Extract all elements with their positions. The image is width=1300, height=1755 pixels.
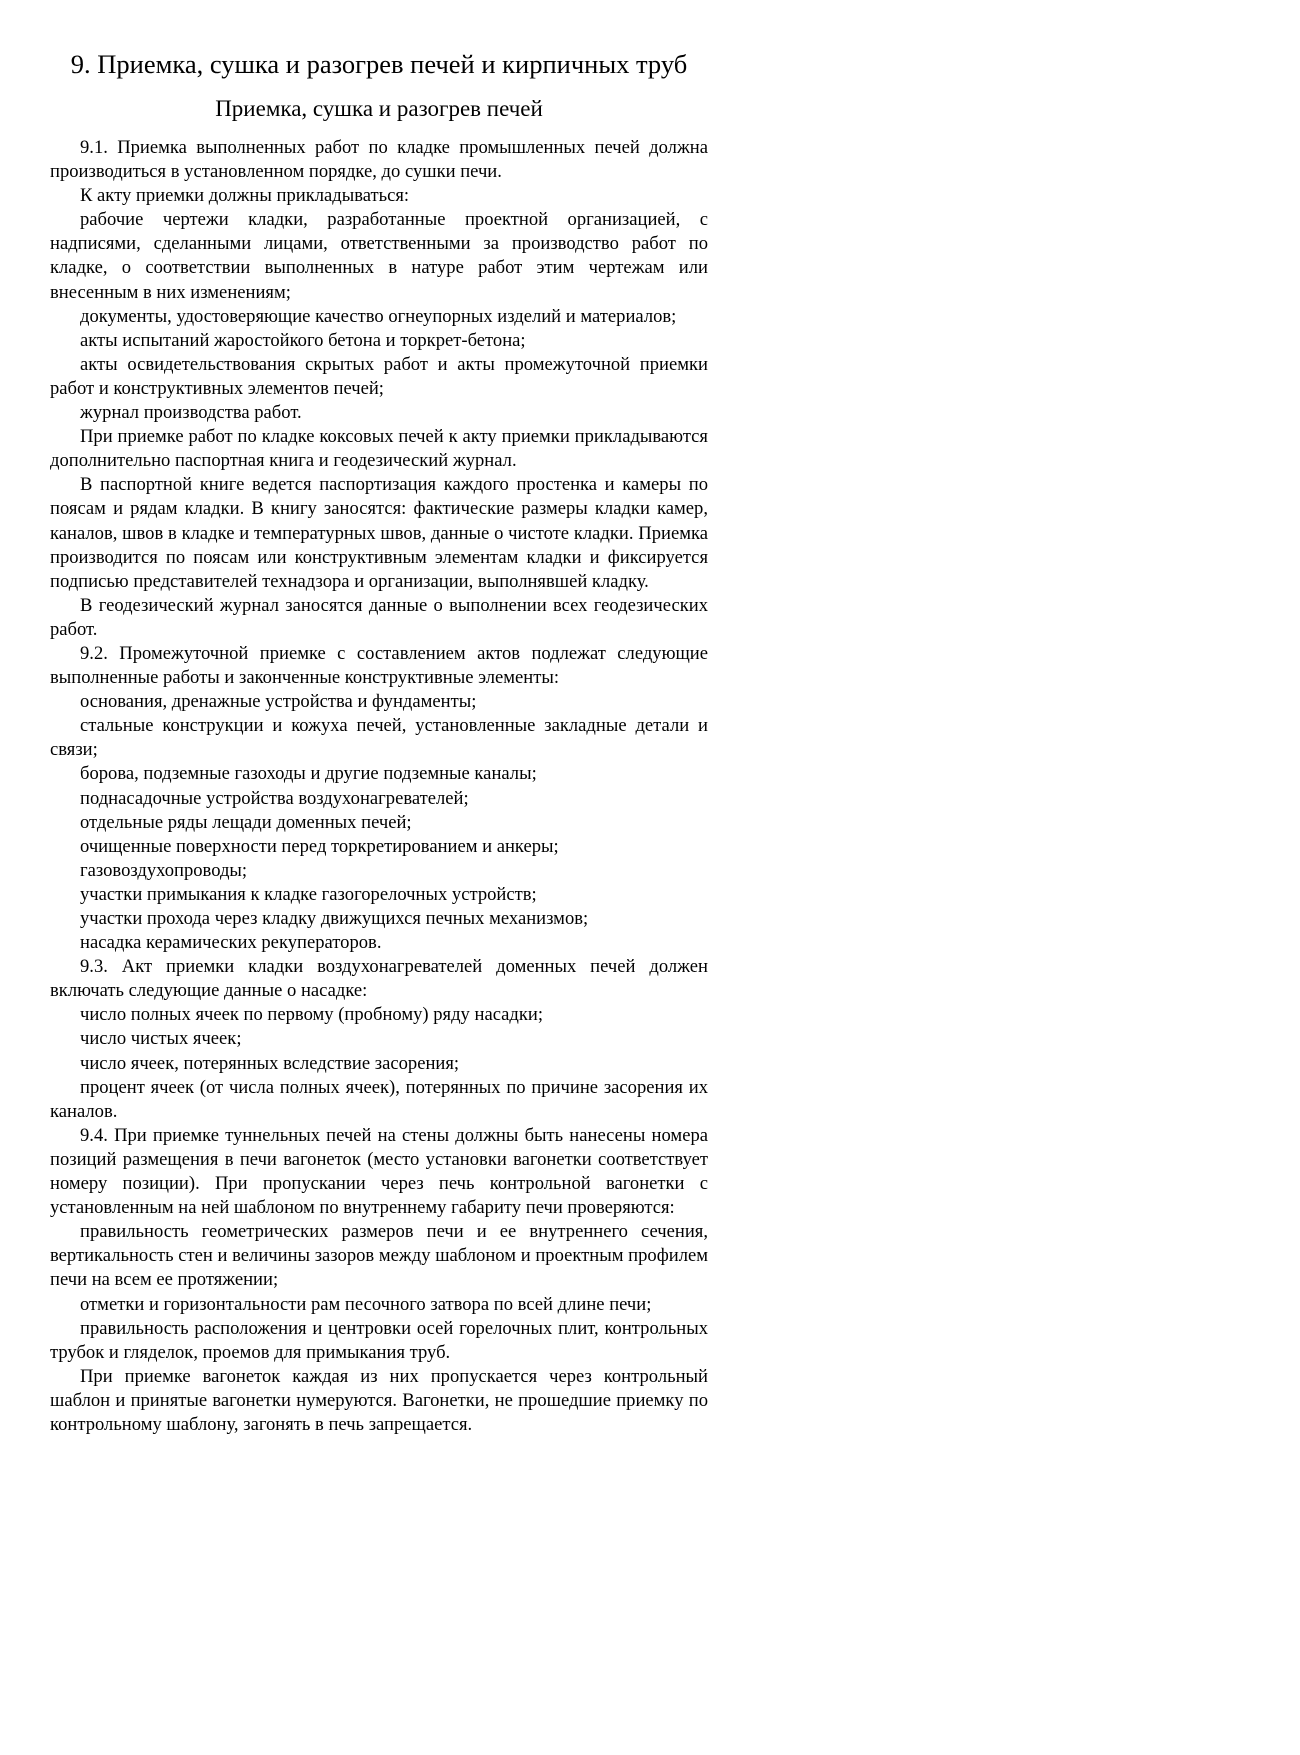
paragraph: В паспортной книге ведется паспортизация каждого простенка и камеры по поясам и рядам кладки. В книгу заносятся: фактические размеры кладки камер, каналов, швов в кладке и температурных швов, данные о чистоте кладки. Приемка производится по поясам или конструктивным элементам кладки и фиксируется подписью представителей технадзора и организации, выполнявшей кладку. bbox=[50, 474, 708, 592]
paragraph: число полных ячеек по первому (пробному) ряду насадки; bbox=[80, 1004, 544, 1026]
paragraph: участки примыкания к кладке газогорелочных устройств; bbox=[80, 883, 537, 905]
paragraph: число ячеек, потерянных вследствие засорения; bbox=[80, 1052, 460, 1074]
section-title: Приемка, сушка и разогрев печей bbox=[215, 96, 543, 121]
paragraph: правильность геометрических размеров печи и ее внутреннего сечения, вертикальность стен и величины зазоров между шаблоном и проектным профилем печи на всем ее протяжении; bbox=[50, 1221, 708, 1291]
paragraph: стальные конструкции и кожуха печей, установленные закладные детали и связи; bbox=[50, 715, 708, 761]
paragraph: рабочие чертежи кладки, разработанные проектной организацией, с надписями, сделанными лицами, ответственными за производство работ по кладке, о соответствии выполненных в натуре работ этим чертежам или внесенным в них изменениям; bbox=[50, 209, 708, 303]
paragraph: газовоздухопроводы; bbox=[80, 859, 248, 881]
paragraph: акты испытаний жаростойкого бетона и торкрет-бетона; bbox=[80, 329, 526, 351]
paragraph: правильность расположения и центровки осей горелочных плит, контрольных трубок и гляделок, проемов для примыкания труб. bbox=[50, 1317, 708, 1363]
paragraph: При приемке вагонеток каждая из них пропускается через контрольный шаблон и принятые вагонетки нумеруются. Вагонетки, не прошедшие приемку по контрольному шаблону, загонять в печь запрещается. bbox=[50, 1365, 708, 1435]
paragraph: 9.2. Промежуточной приемке с составлением актов подлежат следующие выполненные работы и законченные конструктивные элементы: bbox=[50, 642, 708, 689]
paragraph: журнал производства работ. bbox=[80, 402, 302, 424]
paragraph: борова, подземные газоходы и другие подземные каналы; bbox=[80, 763, 537, 785]
paragraph: отметки и горизонтальности рам песочного затвора по всей длине печи; bbox=[80, 1293, 652, 1315]
paragraph: При приемке работ по кладке коксовых печей к акту приемки прикладываются дополнительно паспортная книга и геодезический журнал. bbox=[50, 426, 708, 472]
paragraph: 9.4. При приемке туннельных печей на стены должны быть нанесены номера позиций размещения в печи вагонеток (место установки вагонетки соответствует номеру позиции). При пропускании через печь контрольной вагонетки с установленным на ней шаблоном по внутреннему габариту печи проверяются: bbox=[50, 1124, 708, 1219]
paragraph: отдельные ряды лещади доменных печей; bbox=[80, 811, 412, 833]
paragraph: В геодезический журнал заносятся данные о выполнении всех геодезических работ. bbox=[50, 594, 708, 640]
paragraph: К акту приемки должны прикладываться: bbox=[80, 185, 410, 207]
paragraph: процент ячеек (от числа полных ячеек), потерянных по причине засорения их каналов. bbox=[50, 1076, 708, 1122]
paragraph: 9.1. Приемка выполненных работ по кладке промышленных печей должна производиться в установленном порядке, до сушки печи. bbox=[50, 137, 708, 183]
paragraph: документы, удостоверяющие качество огнеупорных изделий и материалов; bbox=[80, 305, 677, 327]
document-page bbox=[50, 48, 708, 1437]
paragraph: очищенные поверхности перед торкретированием и анкеры; bbox=[80, 835, 559, 857]
paragraph: участки прохода через кладку движущихся печных механизмов; bbox=[80, 908, 589, 929]
chapter-title: 9. Приемка, сушка и разогрев печей и кирпичных труб bbox=[70, 49, 688, 79]
paragraph: число чистых ячеек; bbox=[80, 1028, 242, 1050]
paragraph: основания, дренажные устройства и фундаменты; bbox=[80, 691, 477, 713]
paragraph: 9.3. Акт приемки кладки воздухонагревателей доменных печей должен включать следующие данные о насадке: bbox=[50, 956, 708, 1002]
paragraph: насадка керамических рекуператоров. bbox=[80, 932, 382, 954]
paragraph: поднасадочные устройства воздухонагревателей; bbox=[80, 787, 469, 809]
body-text bbox=[50, 136, 708, 1437]
paragraph: акты освидетельствования скрытых работ и акты промежуточной приемки работ и конструктивных элементов печей; bbox=[50, 353, 708, 399]
